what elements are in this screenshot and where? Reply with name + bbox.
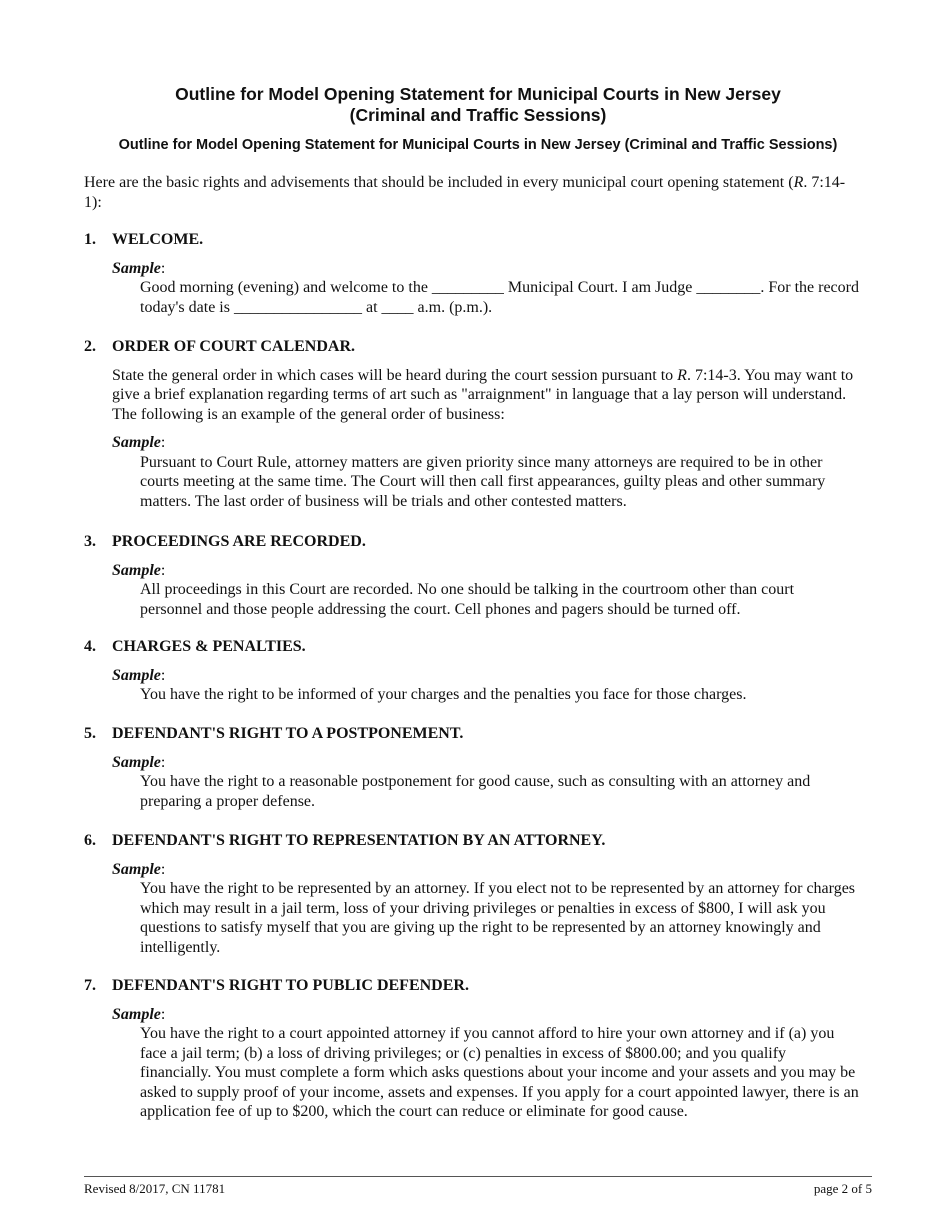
section-welcome — [84, 230, 872, 317]
section-number: 7. — [84, 977, 96, 994]
sample-text: All proceedings in this Court are recorded. No one should be talking in the courtroom other than court personnel and those people addressing the court. Cell phones and pagers should be turned off. — [140, 581, 795, 618]
page-number: page 2 of 5 — [813, 1181, 872, 1196]
title-line-1: Outline for Model Opening Statement for Municipal Courts in New Jersey — [175, 84, 781, 104]
section-description: State the general order in which cases will be heard during the court session pursuant to R. 7:14-3. You may want to give a brief explanation regarding terms of art such as "arraignment" in language that a lay person will understand. The following is an example of the general order of business: — [112, 366, 854, 423]
sample-text: You have the right to be represented by an attorney. If you elect not to be represented by an attorney for charges which may result in a jail term, loss of your driving privileges or penalties in excess of $800, I will ask you questions to satisfy myself that you are giving up the right to be represented by an attorney knowingly and intelligently. — [140, 880, 856, 956]
sample-label: Sample: — [112, 753, 166, 771]
sample-text: You have the right to be informed of your charges and the penalties you face for those charges. — [140, 686, 747, 703]
revision-note: Revised 8/2017, CN 11781 — [84, 1181, 226, 1196]
section-title: DEFENDANT'S RIGHT TO A POSTPONEMENT. — [112, 725, 464, 742]
section-heading — [84, 230, 872, 250]
section-order-of-court-calendar — [84, 337, 872, 511]
title-line-2: (Criminal and Traffic Sessions) — [349, 105, 607, 125]
sample-label: Sample: — [112, 666, 166, 684]
section-right-to-postponement — [84, 724, 872, 811]
sample-text: You have the right to a reasonable postponement for good cause, such as consulting with an attorney and preparing a proper defense. — [140, 773, 811, 810]
section-number: 3. — [84, 533, 96, 550]
footer-divider — [84, 1176, 872, 1177]
section-heading — [84, 637, 872, 657]
intro-paragraph — [84, 173, 854, 212]
section-heading — [84, 976, 872, 996]
section-number: 6. — [84, 832, 96, 849]
section-number: 5. — [84, 725, 96, 742]
section-title: PROCEEDINGS ARE RECORDED. — [112, 533, 366, 550]
sample-text: Pursuant to Court Rule, attorney matters are given priority since many attorneys are required to be in other courts meeting at the same time. The Court will then call first appearances, guilty pleas and other summary matters. The last order of business will be trials and other contested matters. — [140, 453, 826, 510]
section-title: DEFENDANT'S RIGHT TO PUBLIC DEFENDER. — [112, 977, 469, 994]
section-title: WELCOME. — [112, 231, 204, 248]
sample-label: Sample: — [112, 561, 166, 579]
sample-text: Good morning (evening) and welcome to the _________ Municipal Court. I am Judge ________. For the record today's date is ________________ at ____ a.m. (p.m.). — [140, 279, 859, 316]
section-heading — [84, 337, 872, 357]
section-number: 1. — [84, 231, 96, 248]
sample-label: Sample: — [112, 259, 166, 277]
document-title — [84, 84, 872, 126]
section-right-to-attorney — [84, 831, 872, 957]
section-title: DEFENDANT'S RIGHT TO REPRESENTATION BY AN ATTORNEY. — [112, 832, 606, 849]
section-number: 4. — [84, 638, 96, 655]
sample-label: Sample: — [112, 860, 166, 878]
section-heading — [84, 831, 872, 851]
section-heading — [84, 724, 872, 744]
section-title: ORDER OF COURT CALENDAR. — [112, 338, 356, 355]
section-number: 2. — [84, 338, 96, 355]
section-title: CHARGES & PENALTIES. — [112, 638, 306, 655]
section-right-to-public-defender — [84, 976, 872, 1122]
intro-rule-letter: R — [793, 174, 804, 191]
intro-rule-tail: . 7:14-1): — [84, 174, 846, 211]
document-subtitle: Outline for Model Opening Statement for Municipal Courts in New Jersey (Criminal and Traffic Sessions) — [118, 137, 838, 153]
sample-text: You have the right to a court appointed attorney if you cannot afford to hire your own attorney and if (a) you face a jail term; (b) a loss of driving privileges; or (c) penalties in excess of $800.00; and you qualify financially. You must complete a form which asks questions about your income and your assets and you may be asked to supply proof of your income, assets and expenses. If you apply for a court appointed lawyer, there is an application fee of up to $200, which the court can reduce or eliminate for good cause. — [140, 1025, 859, 1120]
section-heading — [84, 532, 872, 552]
section-proceedings-recorded — [84, 532, 872, 619]
sample-label: Sample: — [112, 434, 166, 451]
sample-label: Sample: — [112, 1005, 166, 1023]
section-charges-penalties — [84, 637, 872, 705]
intro-text: Here are the basic rights and advisements that should be included in every municipal court opening statement ( — [84, 174, 794, 191]
